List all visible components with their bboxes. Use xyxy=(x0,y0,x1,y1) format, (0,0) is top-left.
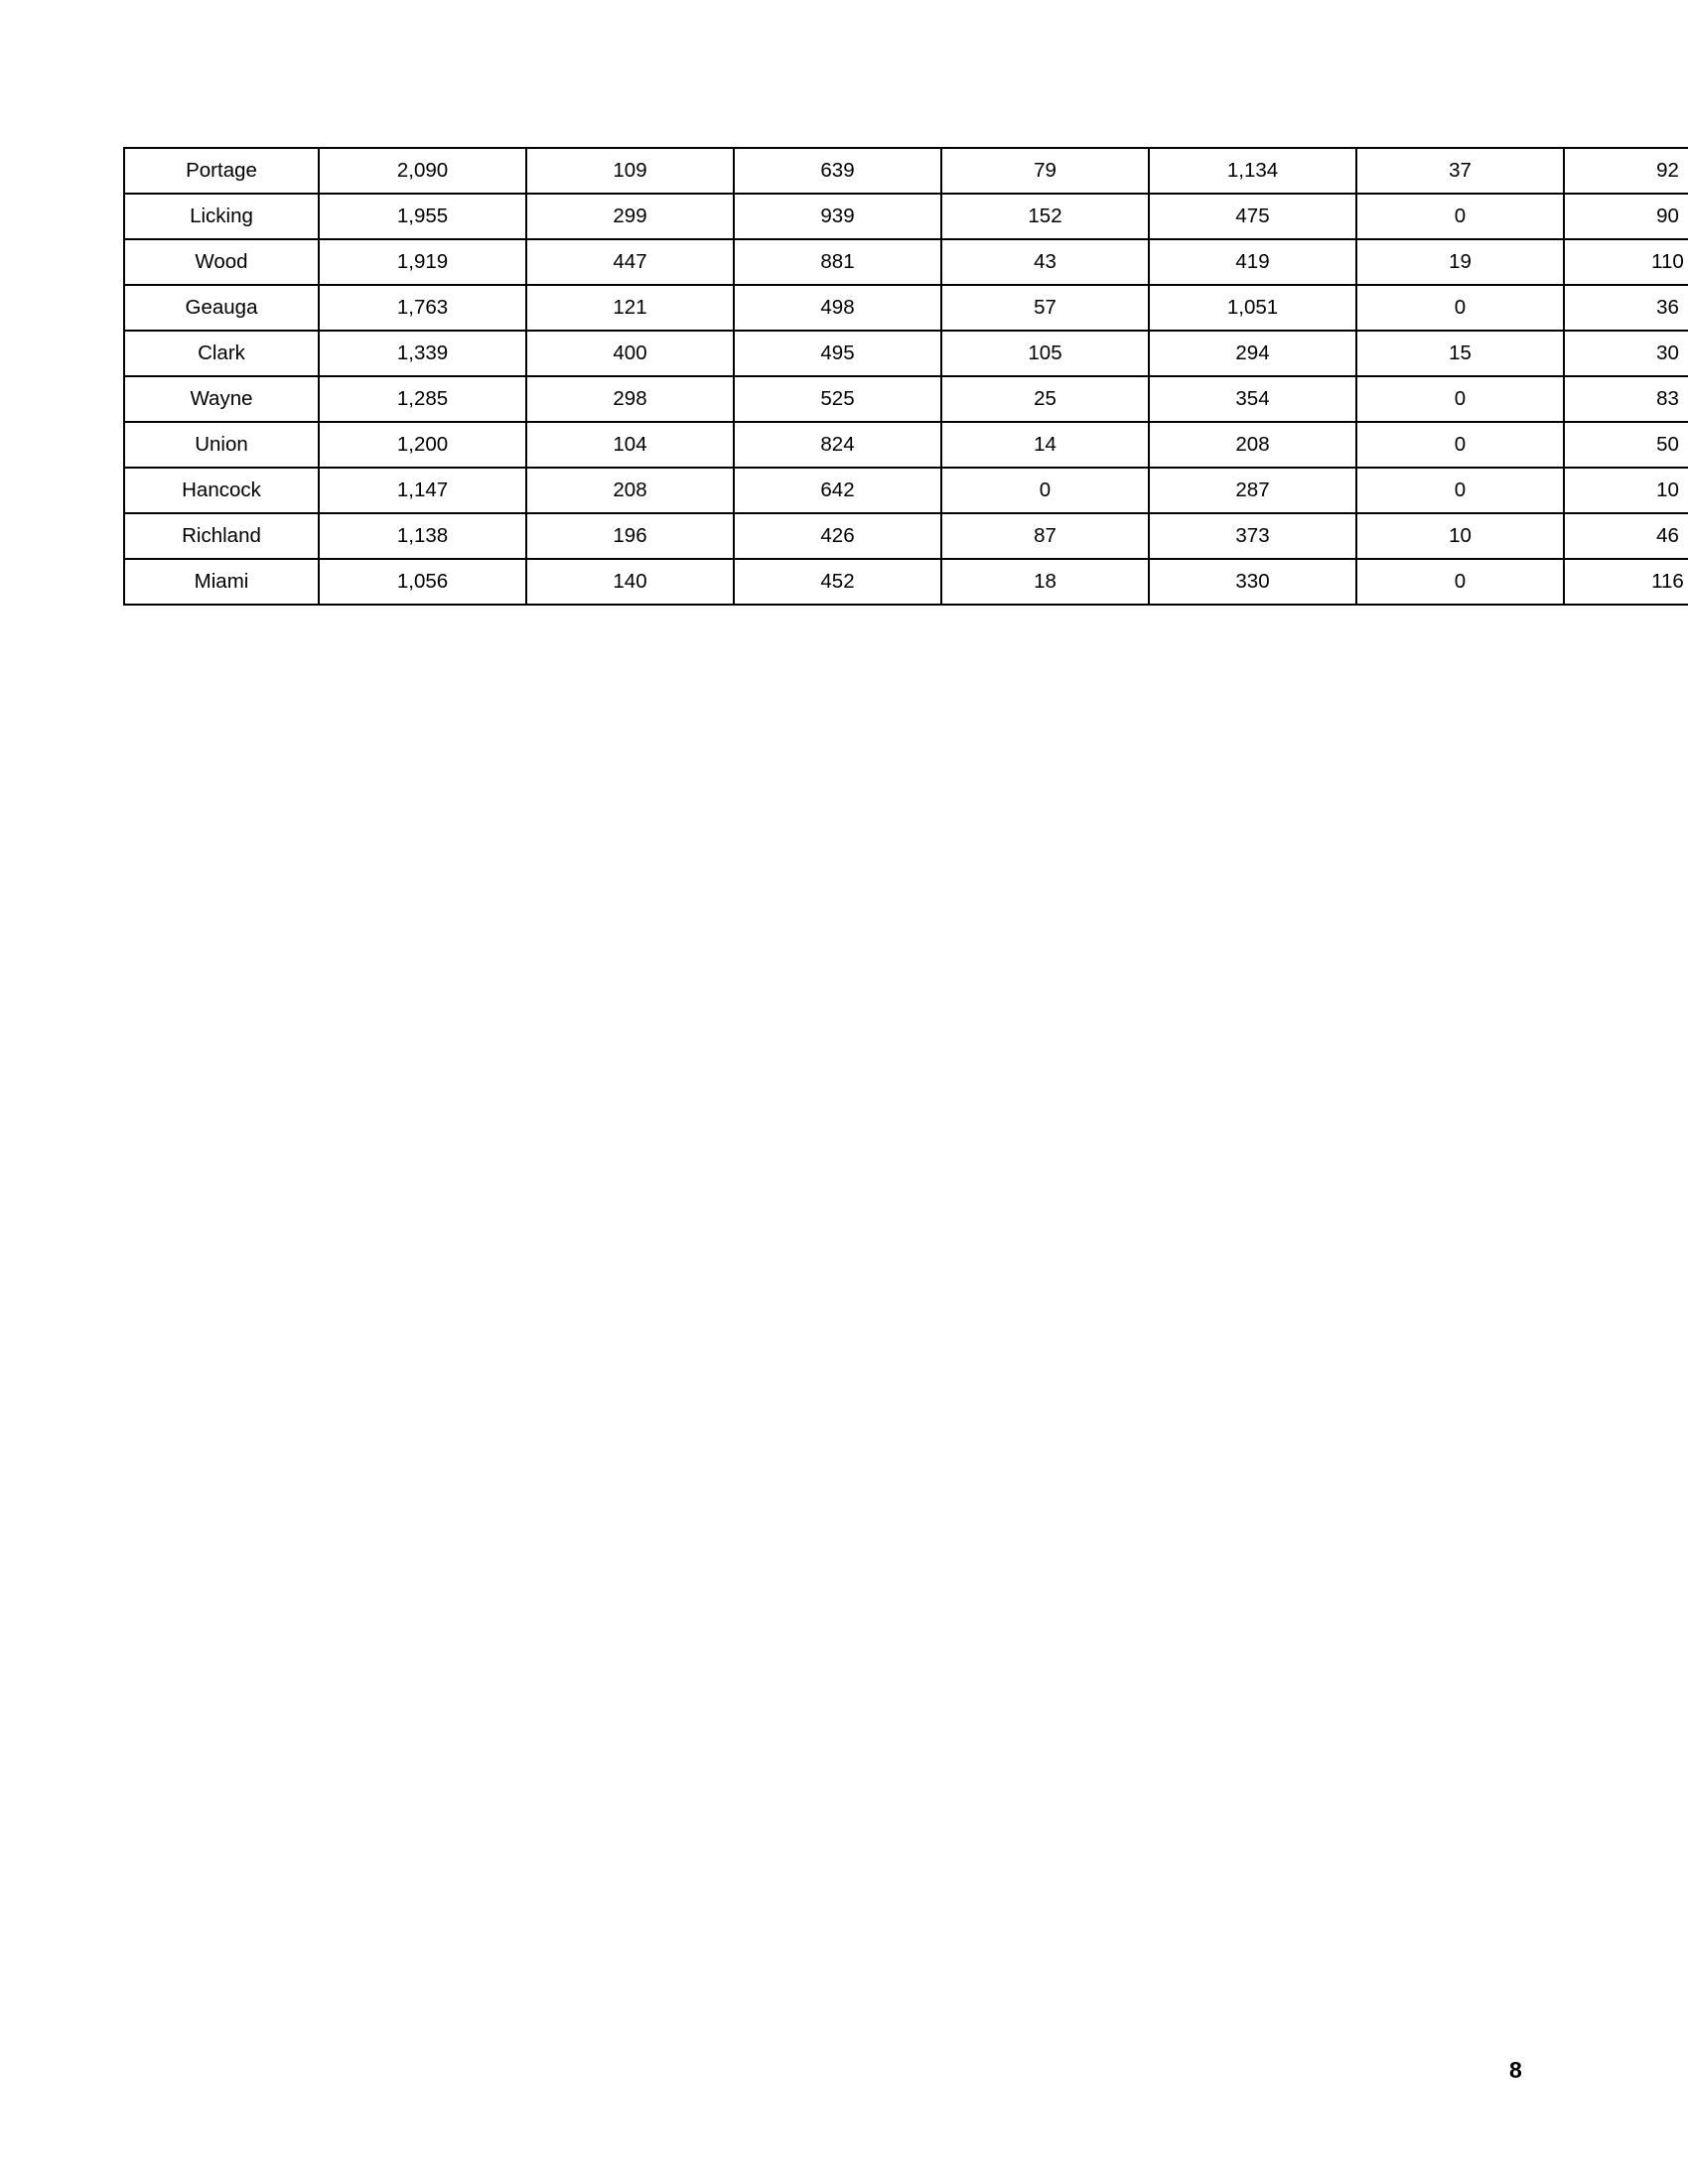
cell-c4: 79 xyxy=(941,148,1149,194)
cell-c4: 14 xyxy=(941,422,1149,468)
cell-c7: 50 xyxy=(1564,422,1688,468)
cell-county: Union xyxy=(124,422,319,468)
cell-c5: 1,051 xyxy=(1149,285,1356,331)
cell-c5: 354 xyxy=(1149,376,1356,422)
cell-c1: 1,919 xyxy=(319,239,526,285)
cell-county: Portage xyxy=(124,148,319,194)
cell-c3: 426 xyxy=(734,513,941,559)
table-row xyxy=(124,422,1688,468)
cell-c1: 2,090 xyxy=(319,148,526,194)
cell-c6: 0 xyxy=(1356,285,1564,331)
table-body xyxy=(124,148,1688,605)
cell-c1: 1,955 xyxy=(319,194,526,239)
cell-c2: 447 xyxy=(526,239,734,285)
cell-c5: 294 xyxy=(1149,331,1356,376)
table-row xyxy=(124,376,1688,422)
cell-c7: 46 xyxy=(1564,513,1688,559)
cell-county: Miami xyxy=(124,559,319,605)
county-data-table xyxy=(123,147,1688,606)
table-row xyxy=(124,239,1688,285)
cell-c6: 0 xyxy=(1356,376,1564,422)
cell-c5: 1,134 xyxy=(1149,148,1356,194)
cell-c6: 37 xyxy=(1356,148,1564,194)
cell-c3: 525 xyxy=(734,376,941,422)
cell-c5: 330 xyxy=(1149,559,1356,605)
cell-c2: 104 xyxy=(526,422,734,468)
cell-c1: 1,200 xyxy=(319,422,526,468)
cell-c7: 90 xyxy=(1564,194,1688,239)
cell-c7: 83 xyxy=(1564,376,1688,422)
cell-c1: 1,339 xyxy=(319,331,526,376)
cell-c6: 0 xyxy=(1356,194,1564,239)
cell-c3: 495 xyxy=(734,331,941,376)
cell-c6: 15 xyxy=(1356,331,1564,376)
cell-c1: 1,147 xyxy=(319,468,526,513)
cell-county: Hancock xyxy=(124,468,319,513)
cell-c6: 0 xyxy=(1356,559,1564,605)
cell-c6: 0 xyxy=(1356,468,1564,513)
cell-county: Wood xyxy=(124,239,319,285)
cell-c3: 498 xyxy=(734,285,941,331)
cell-c2: 109 xyxy=(526,148,734,194)
cell-c5: 373 xyxy=(1149,513,1356,559)
cell-c3: 939 xyxy=(734,194,941,239)
cell-c2: 121 xyxy=(526,285,734,331)
cell-c2: 140 xyxy=(526,559,734,605)
cell-county: Geauga xyxy=(124,285,319,331)
cell-c5: 287 xyxy=(1149,468,1356,513)
table-row xyxy=(124,559,1688,605)
cell-c2: 196 xyxy=(526,513,734,559)
table-row xyxy=(124,285,1688,331)
cell-c2: 400 xyxy=(526,331,734,376)
cell-c4: 18 xyxy=(941,559,1149,605)
table-row xyxy=(124,331,1688,376)
cell-c4: 43 xyxy=(941,239,1149,285)
cell-c6: 10 xyxy=(1356,513,1564,559)
table-row xyxy=(124,468,1688,513)
page-number: 8 xyxy=(1509,2057,1522,2083)
cell-county: Richland xyxy=(124,513,319,559)
cell-c1: 1,763 xyxy=(319,285,526,331)
cell-c7: 110 xyxy=(1564,239,1688,285)
cell-c7: 30 xyxy=(1564,331,1688,376)
cell-c7: 10 xyxy=(1564,468,1688,513)
cell-c5: 208 xyxy=(1149,422,1356,468)
cell-c7: 92 xyxy=(1564,148,1688,194)
cell-c6: 19 xyxy=(1356,239,1564,285)
cell-c4: 57 xyxy=(941,285,1149,331)
cell-c6: 0 xyxy=(1356,422,1564,468)
cell-county: Clark xyxy=(124,331,319,376)
table-row xyxy=(124,148,1688,194)
cell-c1: 1,056 xyxy=(319,559,526,605)
cell-county: Licking xyxy=(124,194,319,239)
cell-c4: 105 xyxy=(941,331,1149,376)
cell-c3: 639 xyxy=(734,148,941,194)
cell-c7: 36 xyxy=(1564,285,1688,331)
cell-c2: 298 xyxy=(526,376,734,422)
table-row xyxy=(124,513,1688,559)
table-row xyxy=(124,194,1688,239)
cell-county: Wayne xyxy=(124,376,319,422)
cell-c3: 452 xyxy=(734,559,941,605)
cell-c4: 25 xyxy=(941,376,1149,422)
cell-c5: 475 xyxy=(1149,194,1356,239)
cell-c3: 642 xyxy=(734,468,941,513)
cell-c4: 0 xyxy=(941,468,1149,513)
cell-c1: 1,285 xyxy=(319,376,526,422)
cell-c4: 152 xyxy=(941,194,1149,239)
cell-c5: 419 xyxy=(1149,239,1356,285)
cell-c7: 116 xyxy=(1564,559,1688,605)
cell-c2: 208 xyxy=(526,468,734,513)
cell-c1: 1,138 xyxy=(319,513,526,559)
cell-c2: 299 xyxy=(526,194,734,239)
cell-c3: 881 xyxy=(734,239,941,285)
cell-c4: 87 xyxy=(941,513,1149,559)
cell-c3: 824 xyxy=(734,422,941,468)
